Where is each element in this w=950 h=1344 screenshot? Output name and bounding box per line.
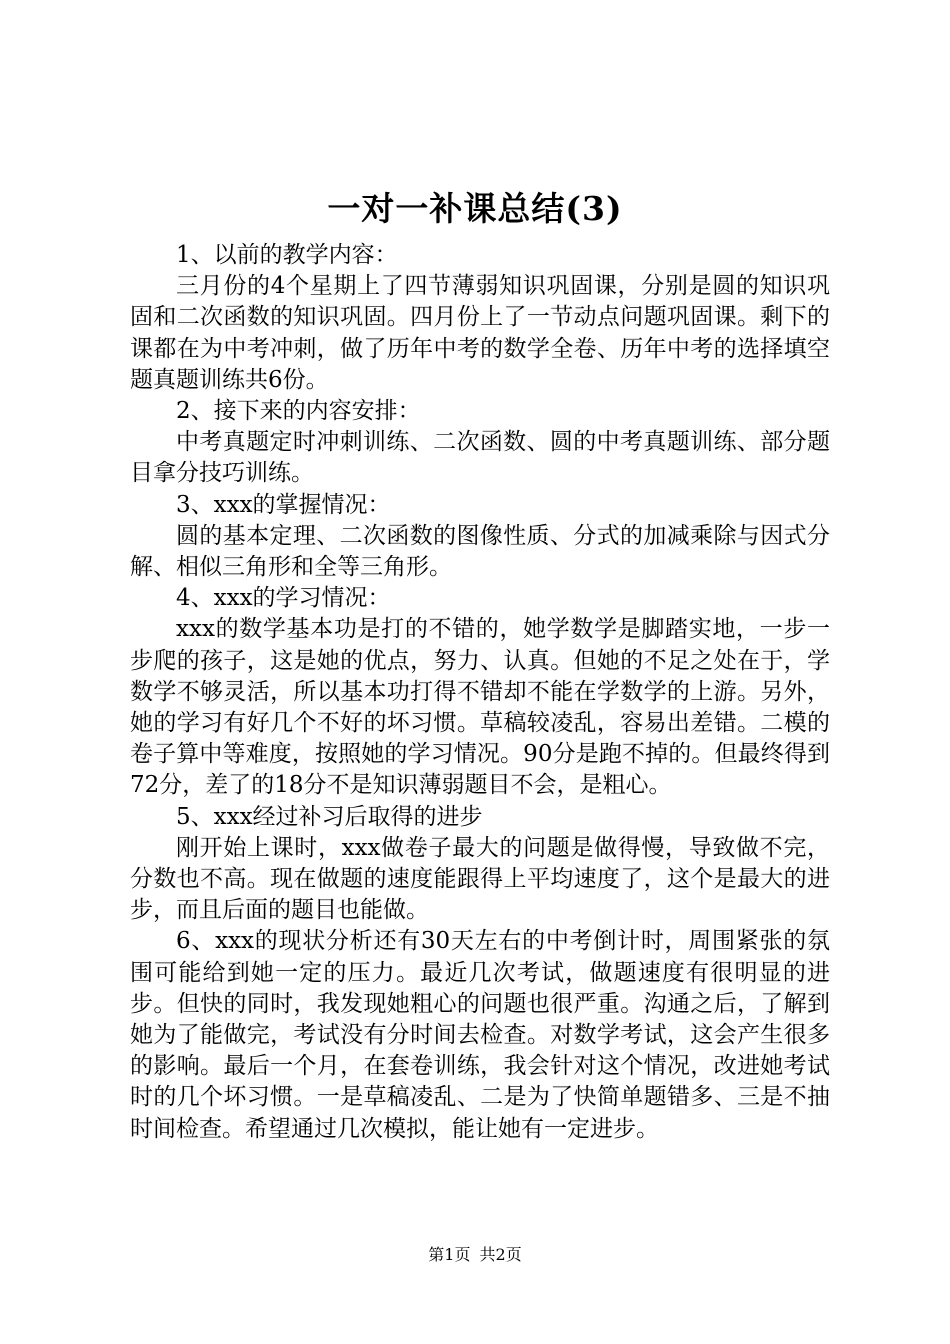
section-paragraph-1: 三月份的4个星期上了四节薄弱知识巩固课，分别是圆的知识巩固和二次函数的知识巩固。四月份上了一节动点问题巩固课。剩下的课都在为中考冲刺，做了历年中考的数学全卷、历年中考的选择填空题真题训练共6份。	[130, 273, 830, 393]
page-footer	[0, 1244, 950, 1266]
section-heading-5: 5、xxx经过补习后取得的进步	[176, 803, 483, 830]
section-paragraph-5: 刚开始上课时，xxx做卷子最大的问题是做得慢，导致做不完，分数也不高。现在做题的速度能跟得上平均速度了，这个是最大的进步，而且后面的题目也能做。	[130, 834, 830, 924]
page-title: 一对一补课总结(3)	[327, 189, 623, 228]
section-heading-2: 2、接下来的内容安排：	[176, 398, 421, 425]
page-number-total: 共2页	[479, 1245, 522, 1264]
section-paragraph-6: 6、xxx的现状分析还有30天左右的中考倒计时，周围紧张的氛围可能给到她一定的压力。最近几次考试，做题速度有很明显的进步。但快的同时，我发现她粗心的问题也很严重。沟通之后，了解到她为了能做完，考试没有分时间去检查。对数学考试，这会产生很多的影响。最后一个月，在套卷训练，我会针对这个情况，改进她考试时的几个坏习惯。一是草稿凌乱、二是为了快简单题错多、三是不抽时间检查。希望通过几次模拟，能让她有一定进步。	[130, 928, 830, 1142]
section-heading-4: 4、xxx的学习情况：	[176, 585, 391, 612]
section-heading-3: 3、xxx的掌握情况：	[176, 491, 391, 518]
section-paragraph-4: xxx的数学基本功是打的不错的，她学数学是脚踏实地，一步一步爬的孩子，这是她的优点，努力、认真。但她的不足之处在于，学数学不够灵活，所以基本功打得不错却不能在学数学的上游。另外，她的学习有好几个不好的坏习惯。草稿较凌乱，容易出差错。二模的卷子算中等难度，按照她的学习情况。90分是跑不掉的。但最终得到72分，差了的18分不是知识薄弱题目不会，是粗心。	[130, 616, 830, 799]
section-heading-1: 1、以前的教学内容：	[176, 242, 398, 268]
document-body	[130, 240, 830, 1145]
section-paragraph-3: 圆的基本定理、二次函数的图像性质、分式的加减乘除与因式分解、相似三角形和全等三角形。	[130, 522, 830, 581]
section-paragraph-2: 中考真题定时冲刺训练、二次函数、圆的中考真题训练、部分题目拿分技巧训练。	[130, 429, 830, 487]
page-number-current: 第1页	[428, 1245, 471, 1264]
